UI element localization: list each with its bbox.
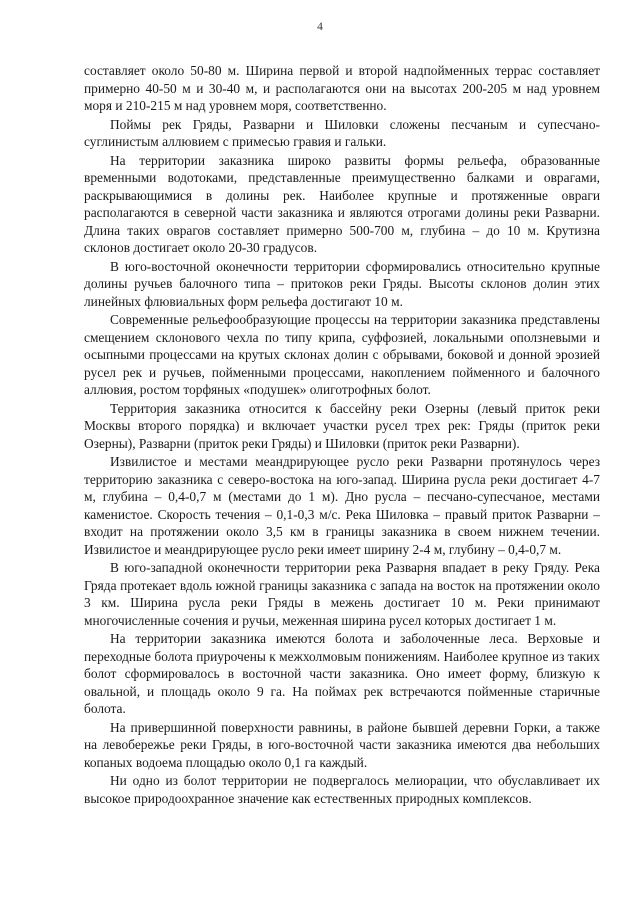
- paragraph-9: На территории заказника имеются болота и заболоченные леса. Верховые и переходные болота приурочены к межхолмовым понижениям. Наиболее крупное из таких болот сформировалось в восточной части заказника. Оно имеет форму, близкую к овальной, и площадь около 9 га. На поймах рек встречаются пойменные старичные болота.: [84, 631, 600, 716]
- paragraph-4: В юго-восточной оконечности территории сформировались относительно крупные долины ручьев балочного типа – притоков реки Гряды. Высоты склонов долин этих линейных флювиальных форм рельефа достигают 10 м.: [84, 258, 600, 309]
- paragraph-5: Современные рельефообразующие процессы на территории заказника представлены смещением склонового чехла по типу крипа, суффозией, локальными оползневыми и осыпными процессами на крутых склонах долин с обрывами, боковой и донной эрозией русел рек и ручьев, пойменными процессами, накоплением пойменного и балочного аллювия, ростом торфяных «подушек» олиготрофных болот.: [84, 312, 600, 397]
- paragraph-11: Ни одно из болот территории не подвергалось мелиорации, что обуславливает их высокое природоохранное значение как естественных природных комплексов.: [84, 773, 600, 806]
- paragraph-8: В юго-западной оконечности территории река Разварня впадает в реку Гряду. Река Гряда протекает вдоль южной границы заказника с запада на восток на протяжении около 3 км. Ширина русла реки Гряды в межень достигает 10 м. Реки принимают многочисленные сочения и ручьи, меженная ширина русел которых достигает 1 м.: [84, 560, 600, 628]
- paragraph-1: составляет около 50-80 м. Ширина первой и второй надпойменных террас составляет примерно 40-50 м и 30-40 м, и располагаются они на высотах 200-205 м над уровнем моря и 210-215 м над уровнем моря, соответственно.: [84, 63, 600, 113]
- paragraph-10: На привершинной поверхности равнины, в районе бывшей деревни Горки, а также на левобережье реки Гряды, в юго-восточной части заказника имеются два небольших копаных водоема площадью около 0,1 га каждый.: [84, 719, 600, 770]
- paragraph-2: Поймы рек Гряды, Разварни и Шиловки сложены песчаным и супесчано-суглинистым аллювием с примесью гравия и гальки.: [84, 116, 600, 149]
- paragraph-7: Извилистое и местами меандрирующее русло реки Разварни протянулось через территорию заказника с северо-востока на юго-запад. Ширина русла реки достигает 4-7 м, глубина – 0,4-0,7 м (местами до 1 м). Дно русла – песчано-супесчаное, местами каменистое. Скорость течения – 0,1-0,3 м/с. Река Шиловка – правый приток Разварни – входит на протяжении около 3,5 км в границы заказника в своем нижнем течении. Извилистое и меандрирующее русло реки имеет ширину 2-4 м, глубину – 0,4-0,7 м.: [84, 454, 600, 557]
- page-number: 4: [317, 21, 323, 33]
- paragraph-3: На территории заказника широко развиты формы рельефа, образованные временными водотоками, представленные преимущественно балками и оврагами, раскрывающимися в долины рек. Наиболее крупные и протяженные овраги располагаются в северной части заказника и являются отрогами долины реки Разварни. Длина таких оврагов составляет примерно 500-700 м, глубина – до 10 м. Крутизна склонов достигает около 20-30 градусов.: [84, 152, 600, 255]
- paragraph-6: Территория заказника относится к бассейну реки Озерны (левый приток реки Москвы второго порядка) и включает участки русел трех рек: Гряды (приток реки Озерны), Разварни (приток реки Гряды) и Шиловки (приток реки Разварни).: [84, 400, 600, 451]
- document-body: [84, 62, 600, 807]
